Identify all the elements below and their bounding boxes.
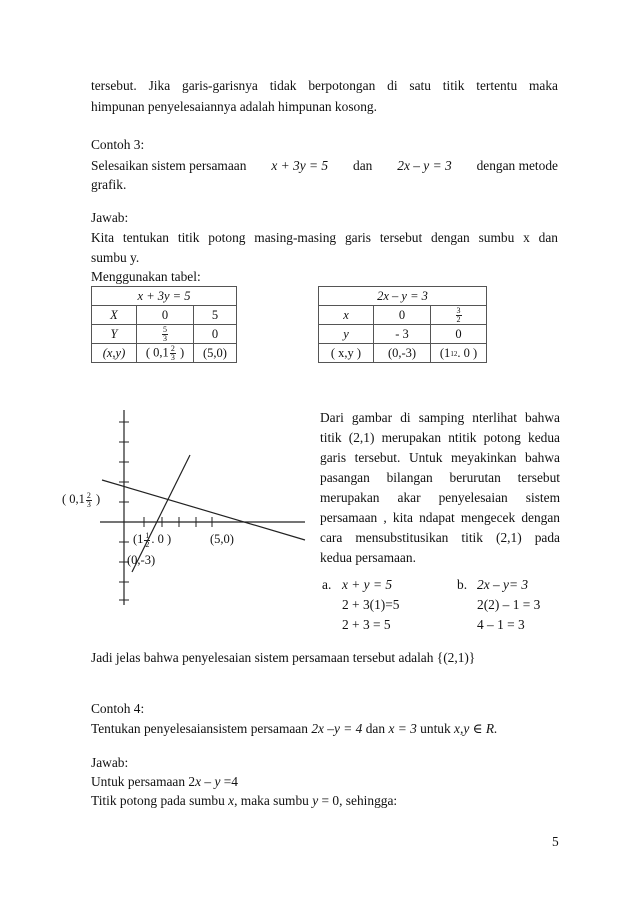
graph-label-y-intercept: ( 0,1 $\frac{2}{3}$ ) xyxy=(62,490,101,509)
fraction: $\frac{3}{2}$ xyxy=(456,305,461,324)
domain: x,y ∈ R. xyxy=(454,721,498,736)
fraction: $\frac{5}{3}$ xyxy=(163,324,167,343)
check-a-line: x + y = 5 xyxy=(342,577,393,592)
table-cell: Y xyxy=(92,325,137,344)
conclusion: Jadi jelas bahwa penyelesaian sistem persamaan tersebut adalah {(2,1)} xyxy=(91,650,476,665)
explanation-line: cara mensubstitusikan titik (2,1) pada xyxy=(320,530,560,545)
check-b-line: 2x – y= 3 xyxy=(477,577,529,592)
table-cell xyxy=(137,325,194,344)
explanation-line: kedua persamaan. xyxy=(320,550,416,565)
explanation-line: merupakan akar penyelesaian sistem xyxy=(320,490,560,505)
table-cell: ( x,y ) xyxy=(319,344,374,363)
table-header: x + 3y = 5 xyxy=(92,287,237,306)
problem-statement xyxy=(91,157,558,175)
table-cell: (112. 0 ) xyxy=(431,344,487,363)
graph-label-x-intercept-2: (1 $\frac{1}{2}$ . 0 ) xyxy=(133,530,172,549)
table-cell: x xyxy=(319,306,374,325)
table-cell: (x,y) xyxy=(92,344,137,363)
text-span: Tentukan penyelesaiansistem persamaan xyxy=(91,721,308,736)
table-cell: (0,-3) xyxy=(374,344,431,363)
table-header: 2x – y = 3 xyxy=(319,287,487,306)
table-cell: X xyxy=(92,306,137,325)
paragraph-line: tersebut. Jika garis-garisnya tidak berpotongan di satu titik tertentu maka xyxy=(91,78,558,93)
equation: 2x –y = 4 xyxy=(311,721,363,736)
table-cell: (5,0) xyxy=(194,344,237,363)
table-cell: 5 xyxy=(194,306,237,325)
fraction: $\frac{2}{3}$ xyxy=(170,343,175,362)
equation: x = 3 xyxy=(388,721,417,736)
text-span: dengan metode xyxy=(476,158,558,173)
equation: x + 3y = 5 xyxy=(271,158,329,173)
table-cell: 0 xyxy=(431,325,487,344)
table-cell xyxy=(431,306,487,325)
example-title: Contoh 4: xyxy=(91,701,145,716)
answer-title: Jawab: xyxy=(91,210,129,225)
text-span: Selesaikan sistem persamaan xyxy=(91,158,247,173)
table-eq1 xyxy=(91,286,237,363)
text-span: dan xyxy=(353,158,373,173)
problem-statement xyxy=(91,720,497,738)
answer-title: Jawab: xyxy=(91,755,129,770)
table-cell: 0 xyxy=(137,306,194,325)
text-span: untuk xyxy=(420,721,451,736)
paragraph-line: himpunan penyelesaiannya adalah himpunan kosong. xyxy=(91,99,377,114)
graph-label-y-intercept-2: (0,-3) xyxy=(127,553,156,567)
table-cell: - 3 xyxy=(374,325,431,344)
explanation-line: persamaan , kita ndapat mengecek dengan xyxy=(320,510,560,525)
paragraph-line: Untuk persamaan 2x – y =4 xyxy=(91,774,239,789)
table-cell: y xyxy=(319,325,374,344)
explanation-line: garis tersebut. Untuk meyakinkan bahwa xyxy=(320,450,560,465)
check-label-b: b. xyxy=(457,577,468,592)
coordinate-graph xyxy=(60,400,320,620)
page-number: 5 xyxy=(552,834,559,849)
table-cell: 0 xyxy=(374,306,431,325)
table-eq2 xyxy=(318,286,487,363)
paragraph-line: Menggunakan tabel: xyxy=(91,269,201,284)
explanation-line: titik (2,1) merupakan ntitik potong kedua xyxy=(320,430,560,445)
text-span: dan xyxy=(365,721,386,736)
explanation-line: Dari gambar di samping nterlihat bahwa xyxy=(320,410,560,425)
graph-label-x-intercept-1: (5,0) xyxy=(210,532,234,546)
example-title: Contoh 3: xyxy=(91,137,145,152)
check-a-line: 2 + 3 = 5 xyxy=(342,617,391,632)
check-a-line: 2 + 3(1)=5 xyxy=(342,597,400,612)
table-cell: ( 0,1 $\frac{2}{3}$ ) xyxy=(137,344,194,363)
paragraph-line: Titik potong pada sumbu x, maka sumbu y = 0, sehingga: xyxy=(91,793,398,808)
explanation-line: pasangan bilangan berurutan tersebut xyxy=(320,470,560,485)
paragraph-line: Kita tentukan titik potong masing-masing garis tersebut dengan sumbu x dan xyxy=(91,230,558,245)
table-cell: 0 xyxy=(194,325,237,344)
check-label-a: a. xyxy=(322,577,332,592)
check-b-line: 2(2) – 1 = 3 xyxy=(477,597,541,612)
check-b-line: 4 – 1 = 3 xyxy=(477,617,525,632)
equation: 2x – y = 3 xyxy=(397,158,452,173)
paragraph-line: sumbu y. xyxy=(91,250,140,265)
paragraph-line: grafik. xyxy=(91,177,127,192)
